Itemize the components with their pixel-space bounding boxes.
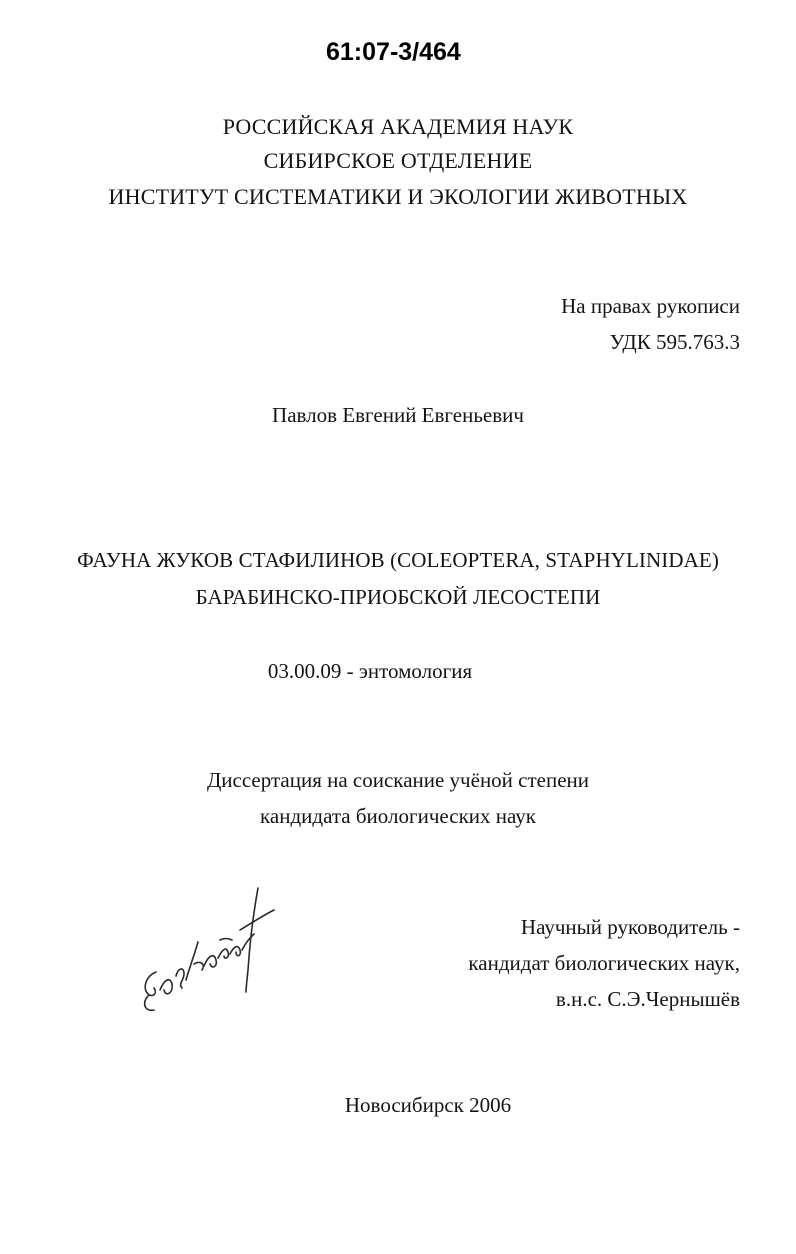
degree-line1: Диссертация на соискание учёной степени xyxy=(206,768,590,792)
author-name: Павлов Евгений Евгеньевич xyxy=(272,403,524,427)
institution-line-branch: СИБИРСКОЕ ОТДЕЛЕНИЕ xyxy=(263,148,533,173)
dissertation-title-line2: БАРАБИНСКО-ПРИОБСКОЙ ЛЕСОСТЕПИ xyxy=(195,585,601,609)
supervisor-name: в.н.с. С.Э.Чернышёв xyxy=(555,987,740,1011)
dissertation-title-line1: ФАУНА ЖУКОВ СТАФИЛИНОВ (COLEOPTERA, STAPHYLINIDAE) xyxy=(77,548,719,572)
archive-code: 61:07-3/464 xyxy=(326,38,461,66)
supervisor-degree: кандидат биологических наук, xyxy=(468,951,740,975)
institution-line-institute: ИНСТИТУТ СИСТЕМАТИКИ И ЭКОЛОГИИ ЖИВОТНЫХ xyxy=(108,184,688,209)
signature-icon xyxy=(128,880,278,1025)
manuscript-rights: На правах рукописи xyxy=(561,294,740,318)
supervisor-label: Научный руководитель - xyxy=(520,915,740,939)
specialty-code: 03.00.09 - энтомология xyxy=(267,659,473,683)
city-and-year: Новосибирск 2006 xyxy=(344,1093,512,1117)
udc-code: УДК 595.763.3 xyxy=(609,330,740,354)
institution-line-academy: РОССИЙСКАЯ АКАДЕМИЯ НАУК xyxy=(222,114,574,139)
author-signature xyxy=(128,880,278,1025)
degree-line2: кандидата биологических наук xyxy=(260,804,536,828)
